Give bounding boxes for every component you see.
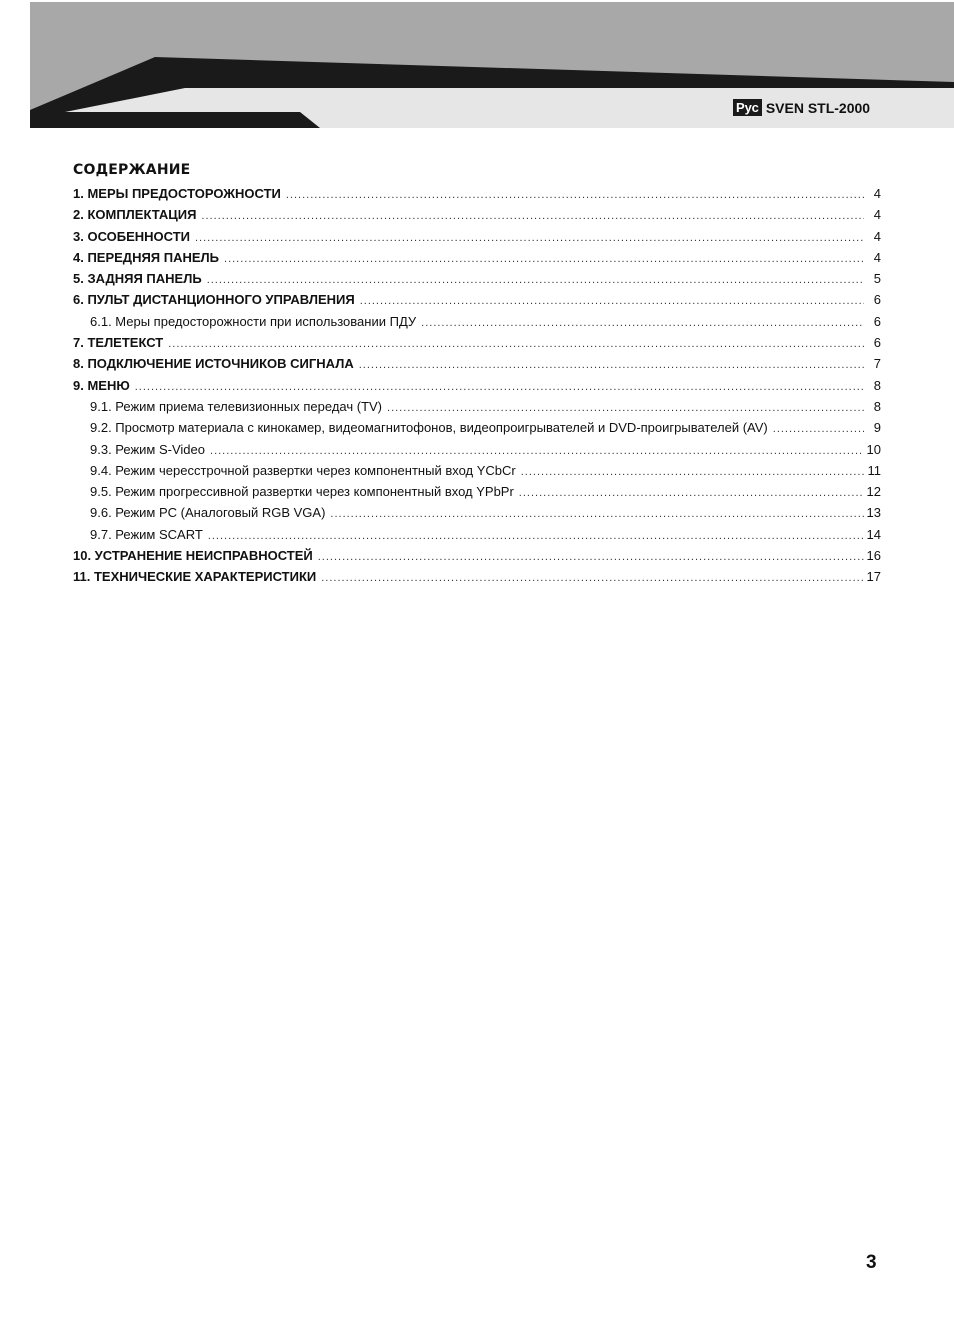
toc-entry-page: 6 bbox=[873, 292, 881, 308]
toc-entry-page: 4 bbox=[873, 249, 881, 265]
toc-dot-leader bbox=[360, 291, 864, 312]
toc-dot-leader bbox=[201, 206, 864, 227]
toc-entry-page: 12 bbox=[866, 484, 881, 500]
toc-entry[interactable] bbox=[73, 417, 881, 438]
toc-entry-label: 9.3. Режим S-Video bbox=[90, 441, 206, 457]
toc-list bbox=[73, 183, 881, 588]
toc-entry-label: 11. ТЕХНИЧЕСКИЕ ХАРАКТЕРИСТИКИ bbox=[73, 569, 317, 585]
toc-dot-leader bbox=[387, 398, 864, 419]
toc-entry-page: 11 bbox=[867, 462, 881, 478]
toc-entry-label: 9. МЕНЮ bbox=[73, 377, 130, 393]
toc-dot-leader bbox=[135, 377, 864, 398]
toc-entry-label: 7. ТЕЛЕТЕКСТ bbox=[73, 335, 164, 351]
toc-dot-leader bbox=[359, 355, 864, 376]
toc-dot-leader bbox=[168, 334, 864, 355]
toc-title: СОДЕРЖАНИЕ bbox=[73, 162, 191, 178]
toc-entry[interactable] bbox=[73, 226, 881, 247]
toc-entry[interactable] bbox=[73, 545, 881, 566]
toc-entry[interactable] bbox=[73, 268, 881, 289]
toc-entry-label: 9.7. Режим SCART bbox=[90, 526, 203, 542]
toc-entry-page: 6 bbox=[873, 335, 881, 351]
toc-entry-page: 13 bbox=[866, 505, 881, 521]
toc-entry[interactable] bbox=[73, 460, 881, 481]
toc-entry-label: 10. УСТРАНЕНИЕ НЕИСПРАВНОСТЕЙ bbox=[73, 548, 313, 564]
toc-entry-page: 7 bbox=[873, 356, 881, 372]
toc-entry-page: 6 bbox=[873, 313, 881, 329]
toc-entry-label: 3. ОСОБЕННОСТИ bbox=[73, 228, 190, 244]
toc-entry[interactable] bbox=[73, 353, 881, 374]
language-badge: Рус bbox=[733, 99, 762, 116]
toc-entry-page: 4 bbox=[873, 186, 881, 201]
toc-dot-leader bbox=[207, 270, 864, 291]
table-of-contents bbox=[73, 161, 881, 588]
toc-entry[interactable] bbox=[73, 524, 881, 545]
toc-entry[interactable] bbox=[73, 439, 881, 460]
toc-entry-label: 2. КОМПЛЕКТАЦИЯ bbox=[73, 207, 197, 223]
toc-entry[interactable] bbox=[73, 566, 881, 587]
page-number: 3 bbox=[866, 1252, 877, 1273]
toc-entry[interactable] bbox=[73, 396, 881, 417]
toc-entry-label: 9.6. Режим PC (Аналоговый RGB VGA) bbox=[90, 505, 326, 521]
toc-entry-label: 9.1. Режим приема телевизионных передач (TV) bbox=[90, 398, 383, 414]
toc-entry-label: 4. ПЕРЕДНЯЯ ПАНЕЛЬ bbox=[73, 249, 220, 265]
toc-entry-label: 8. ПОДКЛЮЧЕНИЕ ИСТОЧНИКОВ СИГНАЛА bbox=[73, 356, 354, 372]
toc-entry-label: 5. ЗАДНЯЯ ПАНЕЛЬ bbox=[73, 271, 202, 287]
toc-entry-page: 16 bbox=[866, 548, 881, 564]
toc-entry[interactable] bbox=[73, 204, 881, 225]
toc-entry[interactable] bbox=[73, 183, 881, 204]
toc-dot-leader bbox=[286, 185, 864, 206]
toc-entry[interactable] bbox=[73, 332, 881, 353]
toc-entry-page: 8 bbox=[873, 377, 881, 393]
toc-dot-leader bbox=[321, 568, 863, 589]
brand-label bbox=[733, 99, 870, 116]
toc-entry-page: 17 bbox=[866, 569, 881, 585]
toc-entry[interactable] bbox=[73, 481, 881, 502]
toc-entry-page: 5 bbox=[873, 271, 881, 287]
toc-entry-label: 6. ПУЛЬТ ДИСТАНЦИОННОГО УПРАВЛЕНИЯ bbox=[73, 292, 355, 308]
toc-dot-leader bbox=[519, 483, 864, 504]
toc-dot-leader bbox=[421, 313, 864, 334]
toc-entry[interactable] bbox=[73, 375, 881, 396]
toc-dot-leader bbox=[330, 504, 863, 525]
product-name: SVEN STL-2000 bbox=[765, 99, 871, 116]
toc-entry-page: 10 bbox=[866, 441, 881, 457]
toc-entry[interactable] bbox=[73, 502, 881, 523]
toc-entry-label: 9.4. Режим чересстрочной развертки через компонентный вход YCbCr bbox=[90, 462, 516, 478]
toc-entry-page: 14 bbox=[866, 526, 881, 542]
toc-dot-leader bbox=[224, 249, 864, 270]
toc-entry-label: 6.1. Меры предосторожности при использовании ПДУ bbox=[90, 313, 417, 329]
toc-dot-leader bbox=[318, 547, 864, 568]
toc-dot-leader bbox=[773, 419, 864, 440]
toc-dot-leader bbox=[195, 228, 864, 249]
toc-dot-leader bbox=[210, 441, 864, 462]
toc-entry-page: 4 bbox=[873, 207, 881, 223]
toc-entry-label: 9.2. Просмотр материала с кинокамер, видеомагнитофонов, видеопроигрывателей и DVD-проигрывателей (AV) bbox=[90, 420, 768, 436]
toc-entry-page: 8 bbox=[873, 398, 881, 414]
toc-dot-leader bbox=[521, 462, 864, 483]
toc-entry[interactable] bbox=[73, 247, 881, 268]
toc-entry-page: 4 bbox=[873, 228, 881, 244]
toc-dot-leader bbox=[208, 526, 864, 547]
toc-entry[interactable] bbox=[73, 289, 881, 310]
toc-entry-label: 9.5. Режим прогрессивной развертки через компонентный вход YPbPr bbox=[90, 484, 514, 500]
toc-entry-page: 9 bbox=[873, 420, 881, 436]
toc-entry[interactable] bbox=[73, 311, 881, 332]
toc-entry-label: 1. МЕРЫ ПРЕДОСТОРОЖНОСТИ bbox=[73, 186, 281, 201]
